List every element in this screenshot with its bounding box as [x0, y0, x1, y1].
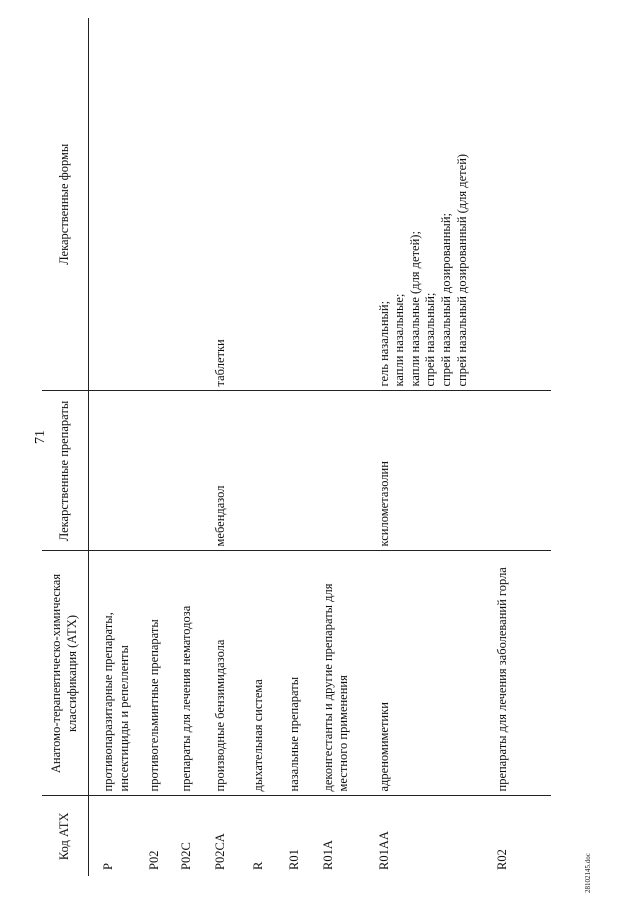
- row-forms: [283, 18, 317, 391]
- row-drug: [491, 391, 551, 551]
- header-classification: Анатомо-терапевтическо-химическая классификация (АТХ): [42, 551, 89, 796]
- table-row: [209, 18, 247, 876]
- page-number: 71: [33, 430, 48, 444]
- row-drug: [283, 391, 317, 551]
- row-drug: [89, 391, 143, 551]
- table-row: [317, 18, 373, 876]
- header-forms: Лекарственные формы: [42, 18, 89, 391]
- header-code: Код АТХ: [42, 796, 89, 876]
- row-forms: [491, 18, 551, 391]
- row-drug: мебендазол: [209, 391, 247, 551]
- row-forms: [175, 18, 209, 391]
- row-code: P02: [146, 850, 161, 870]
- row-code: R01A: [320, 840, 335, 870]
- row-classification: препараты для лечения заболеваний горла: [491, 551, 551, 796]
- form-item: таблетки: [212, 339, 227, 387]
- form-item: спрей назальный дозированный (для детей): [454, 153, 469, 387]
- row-classification: адреномиметики: [373, 551, 491, 796]
- row-code: P02CA: [212, 833, 227, 870]
- row-code: P02C: [178, 842, 193, 870]
- row-forms: [373, 18, 491, 391]
- row-drug: [247, 391, 283, 551]
- row-classification: деконгестанты и другие препараты для местного применения: [317, 551, 373, 796]
- row-drug: ксилометазолин: [373, 391, 491, 551]
- form-item: спрей назальный;: [423, 292, 438, 387]
- table-row: [175, 18, 209, 876]
- row-classification: препараты для лечения нематодоза: [175, 551, 209, 796]
- row-drug: [143, 391, 175, 551]
- row-code: P: [101, 863, 115, 870]
- row-classification: дыхательная система: [247, 551, 283, 796]
- table-row: [247, 18, 283, 876]
- row-forms: [247, 18, 283, 391]
- row-drug: [317, 391, 373, 551]
- row-code: R: [250, 861, 265, 870]
- row-classification: производные бензимидазола: [209, 551, 247, 796]
- table-row: [89, 18, 143, 876]
- table-row: [283, 18, 317, 876]
- row-classification: противопаразитарные препараты, инсектициды и репелленты: [89, 551, 143, 796]
- row-classification: противогельминтные препараты: [143, 551, 175, 796]
- header-drugs: Лекарственные препараты: [42, 391, 89, 551]
- row-forms: [89, 18, 143, 391]
- row-drug: [175, 391, 209, 551]
- row-code: R01: [286, 849, 301, 870]
- table-row: [143, 18, 175, 876]
- row-code: R01AA: [376, 831, 391, 870]
- atc-table-rotated: [42, 18, 602, 876]
- row-forms: [209, 18, 247, 391]
- form-item: спрей назальный дозированный;: [439, 213, 453, 387]
- atc-table: [42, 18, 551, 876]
- row-code: R02: [494, 849, 509, 870]
- row-classification: назальные препараты: [283, 551, 317, 796]
- form-item: гель назальный;: [376, 300, 391, 387]
- table-row: [373, 18, 491, 876]
- table-row: [491, 18, 551, 876]
- row-forms: [143, 18, 175, 391]
- form-item: капли назальные (для детей);: [407, 231, 422, 387]
- footer-filename: 28102145.doc: [584, 853, 592, 893]
- table-header-row: [42, 18, 89, 876]
- form-item: капли назальные;: [392, 293, 407, 387]
- row-forms: [317, 18, 373, 391]
